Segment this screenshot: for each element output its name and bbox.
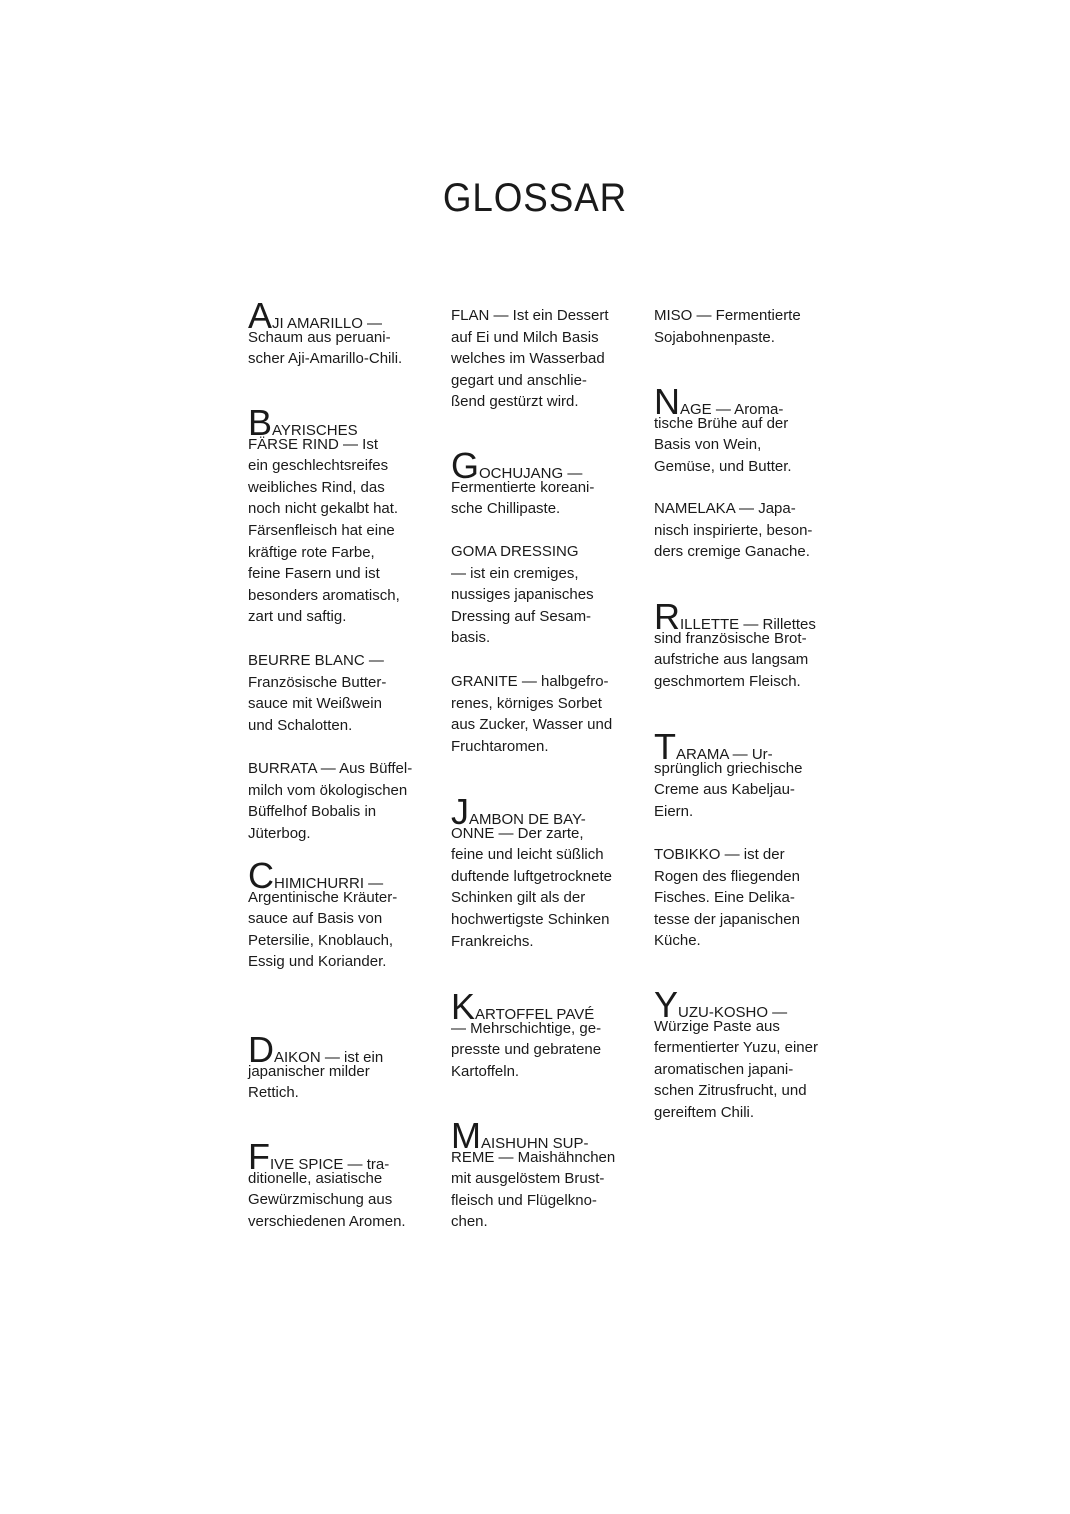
- glossary-entry-line: [654, 456, 829, 478]
- entry-text: japanischer milder: [248, 1062, 370, 1080]
- entry-text: gegart und anschlie-: [451, 371, 587, 389]
- glossary-entry-line: [451, 1168, 626, 1190]
- glossary-entry-line: [451, 541, 626, 563]
- glossary-entry-line: [248, 1029, 423, 1070]
- entry-text: hochwertigste Schinken: [451, 910, 610, 928]
- glossary-entry-line: [654, 327, 829, 349]
- entry-text: Argentinische Kräuter-: [248, 888, 398, 906]
- glossary-entry-line: [654, 1080, 829, 1102]
- glossary-entry-line: [248, 1136, 423, 1177]
- glossary-entry-line: [248, 348, 423, 370]
- entry-text: feine und leicht süßlich: [451, 846, 604, 864]
- entry-text: OCHUJANG —: [479, 465, 583, 482]
- entry-text: gereiftem Chili.: [654, 1103, 755, 1121]
- glossary-entry-line: [654, 628, 829, 650]
- glossary-entry-line: [451, 1039, 626, 1061]
- glossary-entry: [451, 541, 626, 649]
- entry-initial-letter: K: [451, 986, 476, 1027]
- glossary-entry-line: [451, 584, 626, 606]
- entry-text: BEURRE BLANC —: [248, 652, 384, 669]
- glossary-entry-line: [654, 844, 829, 866]
- glossary-entry-line: [451, 1190, 626, 1212]
- glossary-entry-line: [654, 649, 829, 671]
- entry-text: ditionelle, asiatische: [248, 1169, 383, 1187]
- glossary-entry-line: [654, 866, 829, 888]
- glossary-entry-line: [248, 801, 423, 823]
- glossary-entry: [451, 445, 626, 520]
- glossary-entry-line: [654, 1037, 829, 1059]
- entry-text: ARTOFFEL PAVÉ: [475, 1006, 595, 1023]
- glossary-entry-line: [248, 585, 423, 607]
- entry-text: Schaum aus peruani-: [248, 328, 391, 346]
- entry-text: Rettich.: [248, 1084, 299, 1102]
- entry-text: Creme aus Kabeljau-: [654, 781, 795, 799]
- glossary-entry-line: [248, 606, 423, 628]
- glossary-entry-line: [451, 844, 626, 866]
- glossary-entry: [248, 1136, 423, 1232]
- glossary-entry-line: [654, 930, 829, 952]
- entry-text: AIKON — ist ein: [274, 1049, 384, 1066]
- entry-text: sind französische Brot-: [654, 629, 807, 647]
- entry-text: Küche.: [654, 932, 701, 950]
- glossary-entry-line: [451, 327, 626, 349]
- entry-text: weibliches Rind, das: [248, 478, 385, 496]
- glossary-entry: [451, 791, 626, 952]
- entry-text: auf Ei und Milch Basis: [451, 328, 599, 346]
- entry-text: welches im Wasserbad: [451, 350, 605, 368]
- glossary-entry-line: [248, 951, 423, 973]
- glossary-entry: [248, 650, 423, 736]
- entry-text: ein geschlechtsreifes: [248, 457, 389, 475]
- glossary-entry-line: [248, 672, 423, 694]
- glossary-entry-line: [451, 348, 626, 370]
- glossary-entry-line: [248, 542, 423, 564]
- glossary-entry: [654, 498, 829, 563]
- entry-text: AISHUHN SUP-: [481, 1135, 589, 1152]
- entry-text: Basis von Wein,: [654, 436, 762, 454]
- entry-text: TOBIKKO — ist der: [654, 846, 785, 863]
- entry-text: kräftige rote Farbe,: [248, 543, 375, 561]
- glossary-entry-line: [248, 563, 423, 585]
- glossary-entry: [248, 402, 423, 628]
- glossary-entry-line: [654, 1059, 829, 1081]
- glossary-entry-line: [451, 671, 626, 693]
- entry-initial-letter: N: [654, 381, 680, 422]
- entry-text: ders cremige Ganache.: [654, 543, 810, 561]
- entry-text: nussiges japanisches: [451, 586, 594, 604]
- glossary-entry-line: [654, 758, 829, 780]
- glossary-entry-line: [248, 823, 423, 845]
- entry-text: Französische Butter-: [248, 673, 387, 691]
- entry-text: Färsenfleisch hat eine: [248, 521, 395, 539]
- glossary-entry-line: [451, 931, 626, 953]
- entry-text: zart und saftig.: [248, 608, 347, 626]
- entry-text: Würzige Paste aus: [654, 1017, 780, 1035]
- entry-text: verschiedenen Aromen.: [248, 1212, 406, 1230]
- glossary-entry-line: [654, 984, 829, 1025]
- glossary-entry-line: [451, 1115, 626, 1156]
- glossary-entry-line: [248, 1082, 423, 1104]
- entry-text: aufstriche aus langsam: [654, 651, 809, 669]
- glossary-entry: [654, 596, 829, 692]
- entry-text: AYRISCHES: [272, 422, 358, 439]
- glossary-entry: [248, 295, 423, 370]
- entry-text: Büffelhof Bobalis in: [248, 803, 377, 821]
- entry-text: — Mehrschichtige, ge-: [451, 1019, 602, 1037]
- entry-initial-letter: T: [654, 726, 676, 767]
- glossary-entry-line: [248, 520, 423, 542]
- glossary-entry-line: [248, 295, 423, 336]
- entry-text: — ist ein cremiges,: [451, 564, 579, 582]
- glossary-entry-line: [451, 736, 626, 758]
- glossary-entry: [654, 984, 829, 1124]
- glossary-entry-line: [248, 1061, 423, 1083]
- glossary-entry-line: [654, 541, 829, 563]
- entry-initial-letter: J: [451, 791, 469, 832]
- entry-text: aromatischen japani-: [654, 1060, 794, 1078]
- entry-text: fleisch und Flügelkno-: [451, 1191, 597, 1209]
- glossary-entry-line: [248, 908, 423, 930]
- entry-text: AMBON DE BAY-: [469, 811, 586, 828]
- entry-text: Fermentierte koreani-: [451, 478, 595, 496]
- glossary-entry-line: [654, 434, 829, 456]
- entry-text: IVE SPICE — tra-: [270, 1156, 390, 1173]
- glossary-entry-line: [654, 305, 829, 327]
- glossary-entry-line: [451, 1018, 626, 1040]
- entry-text: aus Zucker, Wasser und: [451, 716, 613, 734]
- entry-text: HIMICHURRI —: [274, 875, 384, 892]
- entry-text: Frankreichs.: [451, 932, 534, 950]
- glossary-entry-line: [248, 327, 423, 349]
- entry-text: besonders aromatisch,: [248, 586, 400, 604]
- entry-text: schen Zitrusfrucht, und: [654, 1082, 807, 1100]
- glossary-entry-line: [451, 887, 626, 909]
- glossary-entry-line: [451, 391, 626, 413]
- entry-text: und Schalotten.: [248, 716, 353, 734]
- entry-initial-letter: B: [248, 402, 273, 443]
- glossary-entry-line: [451, 1061, 626, 1083]
- glossary-entry-line: [654, 381, 829, 422]
- glossary-entry-line: [248, 758, 423, 780]
- entry-initial-letter: C: [248, 855, 274, 896]
- entry-text: scher Aji-Amarillo-Chili.: [248, 350, 403, 368]
- glossary-entry-line: [654, 671, 829, 693]
- entry-text: ßend gestürzt wird.: [451, 393, 579, 411]
- entry-text: UZU-KOSHO —: [678, 1004, 788, 1021]
- glossary-entry-line: [654, 413, 829, 435]
- glossary-entry-line: [654, 1016, 829, 1038]
- glossary-entry: [248, 758, 423, 844]
- entry-text: Gemüse, und Butter.: [654, 457, 792, 475]
- entry-text: Fisches. Eine Delika-: [654, 889, 795, 907]
- entry-text: tische Brühe auf der: [654, 414, 789, 432]
- entry-text: Fruchtaromen.: [451, 737, 549, 755]
- entry-text: basis.: [451, 629, 491, 647]
- glossary-entry-line: [451, 477, 626, 499]
- glossary-entry-line: [248, 1211, 423, 1233]
- glossary-entry-line: [248, 402, 423, 443]
- entry-text: Dressing auf Sesam-: [451, 607, 592, 625]
- entry-text: Rogen des fliegenden: [654, 867, 800, 885]
- glossary-entry-line: [654, 887, 829, 909]
- glossary-entry: [654, 381, 829, 477]
- glossary-entry-line: [248, 693, 423, 715]
- glossary-entry-line: [248, 887, 423, 909]
- glossary-entry-line: [451, 498, 626, 520]
- entry-text: presste und gebratene: [451, 1041, 602, 1059]
- glossary-entry-line: [451, 370, 626, 392]
- glossary-entry-line: [451, 986, 626, 1027]
- glossary-entry-line: [451, 445, 626, 486]
- glossary-entry-line: [451, 791, 626, 832]
- glossary-entry-line: [451, 823, 626, 845]
- entry-text: JI AMARILLO —: [272, 315, 383, 332]
- glossary-entry-line: [654, 909, 829, 931]
- glossary-entry: [451, 671, 626, 757]
- entry-text: Essig und Koriander.: [248, 953, 387, 971]
- entry-text: FLAN — Ist ein Dessert: [451, 307, 609, 324]
- glossary-entry-line: [451, 563, 626, 585]
- entry-text: geschmortem Fleisch.: [654, 672, 801, 690]
- glossary-entry-line: [654, 801, 829, 823]
- entry-text: NAMELAKA — Japa-: [654, 500, 796, 517]
- glossary-entry: [451, 986, 626, 1082]
- glossary-entry: [451, 1115, 626, 1233]
- glossary-entry-line: [248, 715, 423, 737]
- entry-text: MISO — Fermentierte: [654, 307, 801, 324]
- entry-initial-letter: F: [248, 1136, 270, 1177]
- glossary-entry-line: [451, 909, 626, 931]
- glossary-entry-line: [451, 1147, 626, 1169]
- entry-text: mit ausgelöstem Brust-: [451, 1170, 605, 1188]
- entry-initial-letter: A: [248, 295, 273, 336]
- entry-text: GRANITE — halbgefro-: [451, 673, 609, 690]
- entry-initial-letter: G: [451, 445, 480, 486]
- entry-text: ARAMA — Ur-: [676, 746, 773, 763]
- entry-text: Jüterbog.: [248, 824, 311, 842]
- glossary-entry-line: [654, 726, 829, 767]
- glossary-entry-line: [451, 714, 626, 736]
- glossary-entry-line: [451, 627, 626, 649]
- entry-text: sauce auf Basis von: [248, 910, 383, 928]
- entry-text: milch vom ökologischen: [248, 781, 408, 799]
- entry-text: Sojabohnenpaste.: [654, 328, 775, 346]
- glossary-entry-line: [248, 498, 423, 520]
- entry-text: Eiern.: [654, 802, 694, 820]
- glossary-entry-line: [654, 779, 829, 801]
- glossary-entry: [654, 844, 829, 952]
- entry-initial-letter: M: [451, 1115, 481, 1156]
- glossary-entry: [654, 726, 829, 822]
- entry-text: fermentierter Yuzu, einer: [654, 1039, 818, 1057]
- entry-text: ILLETTE — Rillettes: [680, 616, 816, 633]
- entry-text: renes, körniges Sorbet: [451, 694, 602, 712]
- glossary-entry-line: [248, 477, 423, 499]
- entry-text: feine Fasern und ist: [248, 565, 380, 583]
- entry-text: Gewürzmischung aus: [248, 1191, 393, 1209]
- glossary-entry-line: [248, 455, 423, 477]
- entry-text: sche Chillipaste.: [451, 500, 561, 518]
- glossary-entry: [248, 1029, 423, 1104]
- glossary-entry-line: [451, 866, 626, 888]
- entry-text: BURRATA — Aus Büffel-: [248, 760, 413, 777]
- glossary-entry-line: [248, 930, 423, 952]
- entry-text: Kartoffeln.: [451, 1062, 520, 1080]
- glossary-entry-line: [451, 693, 626, 715]
- glossary-entry-line: [654, 1102, 829, 1124]
- glossary-entry-line: [248, 855, 423, 896]
- glossary-entry-line: [451, 606, 626, 628]
- glossary-entry-line: [248, 1189, 423, 1211]
- entry-text: FÄRSE RIND — Ist: [248, 435, 379, 453]
- entry-text: Schinken gilt als der: [451, 889, 586, 907]
- entry-initial-letter: Y: [654, 984, 679, 1025]
- entry-text: sprünglich griechische: [654, 759, 803, 777]
- entry-text: Petersilie, Knoblauch,: [248, 931, 394, 949]
- entry-text: noch nicht gekalbt hat.: [248, 500, 399, 518]
- entry-initial-letter: D: [248, 1029, 274, 1070]
- glossary-entry-line: [451, 305, 626, 327]
- entry-text: AGE — Aroma-: [680, 401, 784, 418]
- entry-text: REME — Maishähnchen: [451, 1148, 616, 1166]
- glossary-entry-line: [654, 520, 829, 542]
- glossary-entry-line: [451, 1211, 626, 1233]
- glossary-entry: [654, 305, 829, 348]
- entry-text: tesse der japanischen: [654, 910, 800, 928]
- entry-text: ONNE — Der zarte,: [451, 824, 584, 842]
- entry-text: sauce mit Weißwein: [248, 695, 382, 713]
- glossary-entry-line: [248, 434, 423, 456]
- entry-text: chen.: [451, 1213, 488, 1231]
- entry-text: nisch inspirierte, beson-: [654, 521, 813, 539]
- glossary-entry: [248, 855, 423, 973]
- glossary-entry-line: [654, 596, 829, 637]
- glossary-entry-line: [248, 650, 423, 672]
- page-title: GLOSSAR: [442, 176, 628, 220]
- glossary-entry-line: [654, 498, 829, 520]
- glossary-entry-line: [248, 1168, 423, 1190]
- entry-text: duftende luftgetrocknete: [451, 867, 612, 885]
- entry-initial-letter: R: [654, 596, 680, 637]
- glossary-entry-line: [248, 780, 423, 802]
- entry-text: GOMA DRESSING: [451, 543, 579, 560]
- glossary-entry: [451, 305, 626, 413]
